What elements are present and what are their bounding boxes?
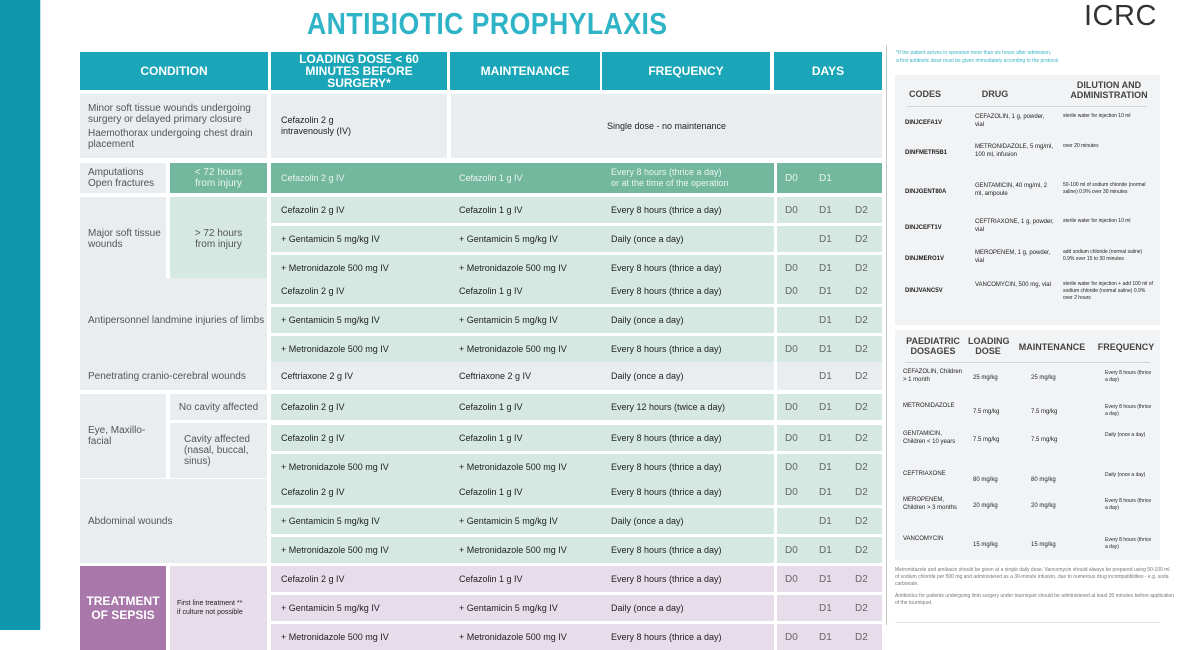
days-cell — [777, 307, 882, 333]
dose-row — [271, 508, 774, 534]
header-divider — [905, 362, 1150, 363]
paed-frequency: Every 8 hours (thrice a day) — [1105, 370, 1152, 383]
dilution-header: DILUTION AND ADMINISTRATION — [1070, 80, 1148, 100]
drug-code: DINJCEFA1V — [905, 120, 943, 126]
days-cell — [777, 479, 882, 505]
dose-row — [271, 425, 774, 451]
header-loading-dose: LOADING DOSE < 60 MINUTES BEFORE SURGERY* — [271, 52, 447, 90]
days-cell — [777, 425, 882, 451]
loading-text: + Gentamicin 5 mg/kg IV — [281, 602, 380, 613]
subcondition-cavity-affected: Cavity affected (nasal, buccal, sinus) — [170, 423, 267, 478]
days-cell — [777, 508, 882, 534]
paed-frequency: Every 8 hours (thrice a day) — [1105, 404, 1152, 417]
loading-text: Cefazolin 2 g IV — [281, 401, 345, 412]
drug-name: MEROPENEM, 1 g, powder, vial — [975, 250, 1051, 264]
right-panel-divider — [886, 45, 887, 625]
day-label: D0 — [785, 544, 798, 556]
paed-loading: 25 mg/kg — [973, 375, 998, 381]
page-title: ANTIBIOTIC PROPHYLAXIS — [307, 6, 668, 41]
loading-text: Cefazolin 2 g IV — [281, 486, 345, 497]
day-label: D1 — [819, 602, 832, 614]
drug-dilution: over 20 minutes — [1063, 143, 1099, 149]
day-label: D2 — [855, 631, 868, 643]
drug-dilution: sterile water for injection 10 ml — [1063, 113, 1131, 119]
frequency-text: Every 8 hours (thrice a day) — [611, 343, 722, 354]
day-label: D0 — [785, 631, 798, 643]
footnote-loading-dose: *If the patient arrives in operation more than six hours after admission, a first antibiotic dose must be given immediately according to the protocol — [896, 50, 1059, 64]
maintenance-text: Ceftriaxone 2 g IV — [459, 370, 532, 381]
paed-maintenance-header: MAINTENANCE — [1018, 342, 1086, 352]
dose-row — [271, 226, 774, 252]
day-label: D1 — [819, 172, 832, 184]
drug-name: GENTAMICIN, 40 mg/ml, 2 ml, ampoule — [975, 183, 1047, 197]
loading-text: + Gentamicin 5 mg/kg IV — [281, 314, 380, 325]
drug-code: DINJMERO1V — [905, 256, 945, 262]
frequency-text: Every 8 hours (thrice a day) or at the time of the operation — [611, 167, 729, 188]
paed-maintenance: 7.5 mg/kg — [1031, 409, 1058, 415]
paed-drug: MEROPENEM, Children > 3 months — [903, 497, 957, 511]
day-label: D2 — [855, 461, 868, 473]
day-label: D0 — [785, 432, 798, 444]
sepsis-label-line: OF SEPSIS — [91, 608, 155, 622]
maintenance-text: Cefazolin 1 g IV — [459, 204, 523, 215]
frequency-text: Every 8 hours (thrice a day) — [611, 204, 722, 215]
day-label: D0 — [785, 573, 798, 585]
maintenance-text: + Metronidazole 500 mg IV — [459, 631, 567, 642]
condition-landmine: Antipersonnel landmine injuries of limbs — [80, 278, 267, 362]
day-label: D2 — [855, 343, 868, 355]
sepsis-sub-line: First line treatment ** — [177, 600, 243, 607]
drug-code: DINJGENT80A — [905, 189, 947, 195]
day-label: D0 — [785, 262, 798, 274]
day-label: D2 — [855, 602, 868, 614]
days-cell — [777, 362, 882, 390]
paed-loading-header: LOADING DOSE — [968, 336, 1010, 356]
maintenance-text: Cefazolin 1 g IV — [459, 573, 523, 584]
day-label: D0 — [785, 343, 798, 355]
maintenance-text: + Gentamicin 5 mg/kg IV — [459, 602, 558, 613]
paed-loading: 7.5 mg/kg — [973, 437, 1000, 443]
frequency-text: Daily (once a day) — [611, 515, 684, 526]
frequency-text: Every 8 hours (thrice a day) — [611, 544, 722, 555]
day-label: D2 — [855, 204, 868, 216]
paed-frequency: Every 8 hours (thrice a day) — [1105, 537, 1152, 550]
day-label: D1 — [819, 262, 832, 274]
header-condition: CONDITION — [80, 52, 268, 90]
dose-row — [271, 278, 774, 304]
drug-code: DINFMETR5B1 — [905, 150, 948, 156]
drug-dilution: sterile water for injection 10 ml — [1063, 218, 1131, 224]
subcondition-under-72h: < 72 hours from injury — [170, 163, 267, 193]
loading-text: + Metronidazole 500 mg IV — [281, 262, 389, 273]
days-cell — [777, 394, 882, 420]
dose-row — [271, 454, 774, 480]
paed-drug: CEFTRIAXONE — [903, 471, 946, 477]
condition-major-soft-tissue: Major soft tissue wounds — [80, 197, 166, 281]
condition-text: Haemothorax undergoing chest drain placement — [88, 127, 253, 150]
days-cell — [777, 454, 882, 480]
icrc-logo: ICRC — [1084, 0, 1157, 32]
day-label: D0 — [785, 461, 798, 473]
dose-row — [271, 336, 774, 362]
paediatric-table — [895, 330, 1160, 560]
dose-row — [271, 197, 774, 223]
dose-row — [271, 595, 774, 621]
sepsis-subcondition — [170, 566, 267, 650]
paed-maintenance: 80 mg/kg — [1031, 477, 1056, 483]
codes-table — [895, 75, 1160, 325]
day-label: D0 — [785, 401, 798, 413]
paed-maintenance: 15 mg/kg — [1031, 542, 1056, 548]
drug-code: DINJVANC5V — [905, 288, 943, 294]
frequency-text: Every 8 hours (thrice a day) — [611, 262, 722, 273]
frequency-text: Every 8 hours (thrice a day) — [611, 631, 722, 642]
day-label: D2 — [855, 432, 868, 444]
dose-row — [271, 479, 774, 505]
day-label: D0 — [785, 486, 798, 498]
drug-name: CEFTRIAXONE, 1 g, powder, vial — [975, 219, 1054, 233]
paed-loading: 80 mg/kg — [973, 477, 998, 483]
paed-frequency: Every 8 hours (thrice a day) — [1105, 498, 1152, 511]
subcondition-over-72h: > 72 hours from injury — [170, 197, 267, 281]
dose-row — [271, 307, 774, 333]
drug-name: VANCOMYCIN, 500 mg, vial — [975, 282, 1051, 288]
day-label: D1 — [819, 401, 832, 413]
days-cell — [777, 566, 882, 592]
day-label: D2 — [855, 262, 868, 274]
maintenance-text: Cefazolin 1 g IV — [459, 486, 523, 497]
loading-text: Ceftriaxone 2 g IV — [281, 370, 354, 381]
day-label: D2 — [855, 401, 868, 413]
frequency-text: Every 8 hours (thrice a day) — [611, 432, 722, 443]
frequency-text: Every 8 hours (thrice a day) — [611, 285, 722, 296]
paed-drug: GENTAMICIN, Children < 10 years — [903, 431, 956, 445]
loading-text: Cefazolin 2 g IV — [281, 573, 345, 584]
day-label: D1 — [819, 631, 832, 643]
drug-code: DINJCEFT1V — [905, 225, 942, 231]
dose-row — [271, 163, 774, 193]
maintenance-text: + Metronidazole 500 mg IV — [459, 544, 567, 555]
paed-loading: 7.5 mg/kg — [973, 409, 1000, 415]
drug-name: CEFAZOLIN, 1 g, powder, vial — [975, 114, 1045, 128]
codes-header: CODES — [908, 89, 941, 99]
frequency-text: Every 8 hours (thrice a day) — [611, 486, 722, 497]
day-label: D1 — [819, 573, 832, 585]
dose-row — [271, 566, 774, 592]
loading-text: + Gentamicin 5 mg/kg IV — [281, 515, 380, 526]
maintenance-text: Cefazolin 1 g IV — [459, 285, 523, 296]
dose-row — [271, 537, 774, 563]
condition-minor-soft-tissue — [80, 94, 267, 158]
day-label: D2 — [855, 233, 868, 245]
header-maintenance: MAINTENANCE — [450, 52, 600, 90]
paed-maintenance: 7.5 mg/kg — [1031, 437, 1058, 443]
day-label: D2 — [855, 370, 868, 382]
maintenance-text: + Metronidazole 500 mg IV — [459, 262, 567, 273]
header-days: DAYS — [774, 52, 882, 90]
days-cell — [777, 226, 882, 252]
days-cell — [777, 537, 882, 563]
day-label: D1 — [819, 204, 832, 216]
day-label: D1 — [819, 314, 832, 326]
day-label: D1 — [819, 515, 832, 527]
paed-drug: METRONIDAZOLE — [903, 403, 955, 409]
condition-abdominal: Abdominal wounds — [80, 479, 267, 563]
day-label: D1 — [819, 544, 832, 556]
loading-text: + Metronidazole 500 mg IV — [281, 343, 389, 354]
footnote-tourniquet: Antibiotics for patients undergoing limb surgery under tourniquet should be administered at least 30 minutes before application of the tourniquet. — [895, 593, 1175, 606]
condition-text: Minor soft tissue wounds undergoing surgery or delayed primary closure — [88, 102, 251, 125]
day-label: D1 — [819, 285, 832, 297]
frequency-text: Daily (once a day) — [611, 314, 684, 325]
loading-text: + Metronidazole 500 mg IV — [281, 631, 389, 642]
sepsis-label-line: TREATMENT — [86, 594, 160, 608]
loading-dose-cell — [271, 94, 447, 158]
loading-text: Cefazolin 2 g IV — [281, 172, 345, 183]
loading-text: + Metronidazole 500 mg IV — [281, 544, 389, 555]
loading-text: + Metronidazole 500 mg IV — [281, 461, 389, 472]
frequency-text: Every 12 hours (twice a day) — [611, 401, 726, 412]
day-label: D1 — [819, 461, 832, 473]
days-cell — [777, 595, 882, 621]
drug-dilution: add sodium chloride (normal saline) 0.9% over 15 to 30 minutes — [1063, 249, 1143, 262]
day-label: D2 — [855, 486, 868, 498]
maintenance-text: Cefazolin 1 g IV — [459, 432, 523, 443]
header-frequency: FREQUENCY — [602, 52, 770, 90]
day-label: D2 — [855, 314, 868, 326]
maintenance-text: + Gentamicin 5 mg/kg IV — [459, 233, 558, 244]
day-label: D1 — [819, 233, 832, 245]
day-label: D2 — [855, 544, 868, 556]
maintenance-text: + Gentamicin 5 mg/kg IV — [459, 515, 558, 526]
sepsis-sub-line: if culture not possible — [177, 609, 243, 616]
paed-loading: 15 mg/kg — [973, 542, 998, 548]
condition-eye-maxillofacial: Eye, Maxillo-facial — [80, 394, 166, 478]
paed-frequency-header: FREQUENCY — [1097, 342, 1155, 352]
dose-row — [271, 624, 774, 650]
paed-drug: CEFAZOLIN, Children > 1 month — [903, 369, 963, 383]
dose-row — [271, 362, 774, 390]
loading-text: + Gentamicin 5 mg/kg IV — [281, 233, 380, 244]
paed-frequency: Daily (once a day) — [1105, 472, 1146, 478]
day-label: D2 — [855, 515, 868, 527]
maintenance-text: + Gentamicin 5 mg/kg IV — [459, 314, 558, 325]
day-label: D0 — [785, 204, 798, 216]
panel-bottom-line — [895, 622, 1160, 623]
day-label: D0 — [785, 285, 798, 297]
paed-maintenance: 25 mg/kg — [1031, 375, 1056, 381]
days-cell — [777, 278, 882, 304]
dose-text: Cefazolin 2 g — [281, 115, 334, 125]
days-cell — [777, 336, 882, 362]
paed-maintenance: 20 mg/kg — [1031, 503, 1056, 509]
paed-drug: VANCOMYCIN — [903, 536, 944, 542]
frequency-text: Every 8 hours (thrice a day) — [611, 461, 722, 472]
day-label: D1 — [819, 486, 832, 498]
loading-text: Cefazolin 2 g IV — [281, 432, 345, 443]
loading-text: Cefazolin 2 g IV — [281, 204, 345, 215]
sepsis-label — [80, 566, 166, 650]
header-divider — [907, 106, 1147, 107]
side-accent-line — [40, 0, 41, 630]
frequency-text: Daily (once a day) — [611, 233, 684, 244]
footnote-vancomycin: Metronidazole and amikacin should be given at a single daily dose. Vancomycin should always be prepared using 50-100 ml of sodium chloride per 500 mg and administered as a 30-minute infusion, due to numerous drug incompatibilities - e.g. soda carbonate. — [895, 567, 1170, 587]
maintenance-text: Cefazolin 1 g IV — [459, 401, 523, 412]
drug-header: DRUG — [981, 89, 1009, 99]
paed-frequency: Daily (once a day) — [1105, 432, 1146, 438]
frequency-text: Daily (once a day) — [611, 370, 684, 381]
condition-cranio-cerebral: Penetrating cranio-cerebral wounds — [80, 362, 267, 390]
day-label: D1 — [819, 432, 832, 444]
frequency-text: Every 8 hours (thrice a day) — [611, 573, 722, 584]
day-label: D2 — [855, 285, 868, 297]
maintenance-text: + Metronidazole 500 mg IV — [459, 343, 567, 354]
paed-loading: 20 mg/kg — [973, 503, 998, 509]
condition-amputations: Amputations Open fractures — [80, 163, 166, 193]
loading-text: Cefazolin 2 g IV — [281, 285, 345, 296]
drug-name: METRONIDAZOLE, 5 mg/ml, 100 ml, infusion — [975, 144, 1054, 158]
paed-drug-header: PAEDIATRIC DOSAGES — [906, 336, 960, 356]
days-cell — [777, 624, 882, 650]
days-cell — [777, 163, 882, 193]
maintenance-text: Cefazolin 1 g IV — [459, 172, 523, 183]
side-accent-bar — [0, 0, 40, 630]
subcondition-no-cavity: No cavity affected — [170, 394, 267, 420]
dose-text: intravenously (IV) — [281, 126, 352, 136]
day-label: D1 — [819, 343, 832, 355]
dose-row — [271, 394, 774, 420]
day-label: D0 — [785, 172, 798, 184]
day-label: D2 — [855, 573, 868, 585]
maintenance-text: + Metronidazole 500 mg IV — [459, 461, 567, 472]
drug-dilution: sterile water for injection + add 100 ml of sodium chloride (normal saline) 0.9% over 2 hours — [1063, 281, 1153, 301]
day-label: D1 — [819, 370, 832, 382]
days-cell — [777, 197, 882, 223]
drug-dilution: 50-100 ml of sodium chloride (normal saline) 0.9% over 30 minutes — [1063, 182, 1146, 195]
single-dose-cell: Single dose - no maintenance — [451, 94, 882, 158]
frequency-text: Daily (once a day) — [611, 602, 684, 613]
